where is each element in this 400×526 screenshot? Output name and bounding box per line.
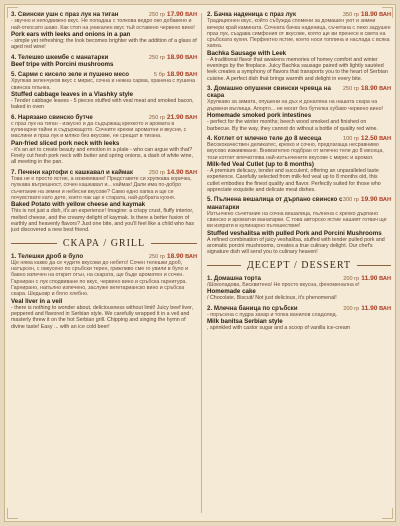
menu-item-title: 1. Телешки дроб в було <box>11 252 84 260</box>
menu-item-title: 3. Домашно опушени свински чревца на скара <box>207 85 331 100</box>
menu-item-english-description: - A traditional flavor that awakens memories of homey comfort and winter evenings by the fireplace. Juicy Bachka sausage paired with lightly sautéed leek creates a symphony of flavors that transports you to the heart of Serbian cuisine. A perfect dish that brings warmth and delight in every bite. <box>207 56 388 82</box>
section-rule <box>151 243 197 244</box>
section-rule <box>11 243 57 244</box>
menu-item-description: /Шоколадова, Бисквитено/ Не просто вкусна, феноменална е! <box>207 281 360 288</box>
menu-item <box>207 85 391 132</box>
menu-item-title: 6. Нарязано свинско бутче <box>11 113 93 121</box>
menu-item-english-title: Pan-fried sliced pork neck with leeks <box>11 139 120 147</box>
menu-item-english-description: - it's an art to create beauty and emotion in a plate - who can argue with that? Finely cut fresh pork neck with butter and spring onions, a dash of white wine, all meeting in the pan. <box>11 146 193 166</box>
menu-item <box>207 305 391 332</box>
menu-item-price-value: 18.90 <box>166 53 184 61</box>
menu-item-heading <box>11 11 197 18</box>
menu-item <box>207 135 391 193</box>
menu-item-price <box>149 11 197 18</box>
menu-item-description: Изтънчено съчетание на сочна вешалица, пълнена с крехко дърпано свинско и ароматни манатарки. С това авторско ястие нашият готвач ще ви изпрати в кулинарно пътешествие! <box>207 210 387 230</box>
menu-item-description: Традиционен вкус, който събужда спомени за домашен уют и зимни вечери край камината. Сочната бачка наденица, съчетана с леко задушен праз лук, създава симфония от вкусове, която ще ви пренесе в света на сръбската кухня. Перфектно ястие, което носи топлина и наслада с всяка хапка. <box>207 18 391 50</box>
menu-item-price <box>343 305 391 312</box>
menu-item-price <box>343 11 391 18</box>
menu-item-english-title: Pork ears with leeks and onions in a pan <box>11 30 131 38</box>
menu-item-price-value: 14.90 <box>166 168 184 176</box>
menu-item-price <box>343 275 391 282</box>
menu-item-heading <box>11 54 197 61</box>
section-header-dessert <box>207 260 391 271</box>
menu-item-price-value: 18.90 <box>166 71 184 78</box>
menu-item-currency: ВАН <box>185 12 197 18</box>
menu-item-weight: 250 гр <box>342 86 359 93</box>
column-divider <box>201 13 202 513</box>
menu-item-english-description: - simple yet refreshing; the look becomes brighter with the addition of a glass of aged red wine! <box>11 38 197 51</box>
menu-item-currency: ВАН <box>185 54 197 61</box>
menu-item-title: 5. Пълнена вешалица от дърпано свинско с манатарки <box>207 196 343 211</box>
menu-item-english-title: Veal liver in a veil <box>11 297 63 305</box>
menu-item-heading <box>11 71 197 78</box>
menu-item-price-value: 17.90 <box>166 11 184 18</box>
menu-item-heading <box>207 305 391 312</box>
menu-item-english-title: Milk banitsa Serbian style <box>207 318 283 326</box>
menu-item-price <box>343 196 391 203</box>
menu-item-weight: 350 гр <box>342 12 359 18</box>
menu-item-price <box>149 253 197 260</box>
menu-item-english-description: - perfect for the winter months; beech wood smoked and finished on barbecue. By the way, they cannot do without a bottle of quality red wine. <box>207 119 378 132</box>
menu-item-english-description: / Chocolate, Biscuit/ Not just delicious, it's phenomenal! <box>207 295 337 302</box>
menu-item <box>11 11 197 51</box>
menu-item-currency: ВАН <box>379 135 391 142</box>
menu-page <box>4 4 396 522</box>
menu-item <box>11 253 197 330</box>
menu-item-english-description: , sprinkled with castor sugar and a scoop of vanilla ice-cream <box>207 325 351 332</box>
section-title: СКАРА / GRILL <box>62 237 146 249</box>
menu-item-english-title: Milk-fed Veal Cutlet (up to 8 months) <box>207 160 314 168</box>
menu-item-currency: ВАН <box>185 253 197 260</box>
right-column <box>207 11 391 517</box>
menu-item-title: 2. Бачка наденица с праз лук <box>207 11 296 18</box>
menu-item-weight: 200 гр <box>343 275 360 282</box>
menu-item-weight: 250 гр <box>148 54 165 61</box>
menu-item-price <box>149 54 197 61</box>
menu-item-title: 2. Млечна баница по сръбски <box>207 304 298 312</box>
menu-item-weight: 250 гр <box>148 253 165 260</box>
menu-item-price-value: 18.90 <box>166 252 184 260</box>
menu-item-english-description: - A premium delicacy, tender and succulent, offering an unparalleled taste experience. Carefully selected from milk-fed veal up to 8 months old, this cutlet embodies the finest quality and flavor. Perfectly suited for those who appreciate exquisite and delicate meat dishes. <box>207 168 381 194</box>
menu-item-weight: 300 гр <box>342 197 359 204</box>
menu-item-currency: ВАН <box>185 114 197 121</box>
menu-item-title: 5. Сарми с кисело зеле и пушено месо <box>11 71 130 78</box>
menu-item <box>11 114 197 166</box>
menu-item-english-description: - Tender cabbage leaves - 5 pieces stuffed with veal meat and smoked bacon, baked in oven <box>11 98 194 111</box>
menu-item-currency: ВАН <box>185 169 197 176</box>
section-rule <box>207 265 241 266</box>
menu-item-description: Ще няма какво да се чудите вкусови до небето! Сочен телешки дроб, натърсен, с овкусено по сръбски терен, грижливо сме го увили в було и бавно изпечен на открит огън, на скарата, ще бъде ароматен и сочен. Гарниран с лук сподвиване по вкус, червено вино и сръбска гарнитура. Гарнирано, напълно изпечено, заслуже вегетарианско вино и сръбска скара. Шедьовр и бяло хлебно. <box>11 259 189 298</box>
menu-item-price-value: 21.90 <box>166 113 184 121</box>
menu-item-description: Хрупкав зеленчуков вкус с мирис, сочна и нежна сарма, хранена с пушена свинска плънка. <box>11 78 196 91</box>
menu-item-price-value: 18.90 <box>360 11 378 18</box>
menu-item-description: Хрупкаво за зимата, опушени на дъх и доналяна на нашата скара на дървени въглища. Апорто... не могат без бутилка хубаво червено вино! <box>207 99 383 112</box>
menu-item-description: Висококачествен деликатес, крехко и сочно, предлагаща несравнимо вкусово изживяване. Внимателно подбран от млечно теле до 8 месеца, този котлет впечатлява най-изтънчените вкусове с мирис и аромат. <box>207 142 384 161</box>
menu-item-price-value: 18.90 <box>360 85 378 93</box>
menu-item <box>207 196 391 255</box>
menu-item <box>207 11 391 82</box>
menu-item-price-value: 11.90 <box>361 274 378 282</box>
menu-item-weight: 100 гр <box>342 135 359 142</box>
menu-item-price <box>343 135 391 142</box>
menu-item <box>11 54 197 68</box>
menu-item-heading <box>11 253 197 260</box>
menu-item-english-title: Stuffed cabbage leaves in a Vlashky style <box>11 90 134 98</box>
section-header-grill <box>11 238 197 249</box>
menu-item-heading <box>11 169 197 176</box>
menu-items-top <box>11 11 197 234</box>
menu-items-top <box>207 11 391 256</box>
menu-item <box>11 169 197 234</box>
menu-item-title: 7. Печени картофи с кашкавал и каймак <box>11 168 133 176</box>
section-title: ДЕСЕРТ / DESSERT <box>246 259 352 271</box>
menu-item-english-title: Homemade smoked pork intestines <box>207 112 312 120</box>
section-rule <box>357 265 391 266</box>
menu-item-price-value: 12.50 <box>360 134 378 142</box>
menu-item-price-value: 11.90 <box>361 304 378 312</box>
menu-item-description: - поръсена с пудра захар и топка ванилов сладолед. <box>207 311 338 318</box>
menu-item-description: - звучно и неподвижно вкус. Не попадаш с толкова ведро око добавено и най-откосато шаво. Как стоп на уникален вкус тъй оставено червено вино! <box>11 18 195 31</box>
menu-item-weight: 200 гр <box>343 305 360 312</box>
menu-item-english-title: Homemade cake <box>207 288 256 296</box>
menu-items-grill <box>11 253 197 330</box>
menu-item-currency: ВАН <box>379 275 391 282</box>
menu-item-title: 4. Телешко шкембе с манатарки <box>11 53 109 61</box>
menu-item-english-title: Bachka Sausage with Leek <box>207 49 287 57</box>
menu-item-heading <box>207 275 391 282</box>
menu-item-heading <box>207 85 391 99</box>
menu-item-description: с праз лук на тиган - изкусно и да съдържащ крехкото и аромата в кулинарни тайни и съдържащото. Сочните крехки ароматни и вкусни, с маслини и праз лук и мляко без вкусове, не срещат в тигана. <box>11 120 187 140</box>
menu-item-weight: 250 гр <box>148 169 165 176</box>
menu-item-english-title: Stuffed veshalitsa with pulled Pork and Porcini Mushrooms <box>207 229 382 237</box>
menu-item-english-title: Beef tripe with Porcini mushrooms <box>11 60 114 68</box>
menu-item-english-description: This is not just a dish, it's an experience! Imagine: a crispy crust, fluffy interior, melted cheese, and the creamy delight of kaymak. Is there a better fusion of earthly and heavenly flavors? Just one bite, and you'll feel like a child who has just discovered a new best friend. <box>11 208 194 234</box>
left-column <box>11 11 197 517</box>
menu-item-price <box>154 71 197 78</box>
menu-item <box>207 275 391 302</box>
menu-item-currency: ВАН <box>185 72 197 78</box>
menu-item <box>11 71 197 111</box>
menu-item-currency: ВАН <box>379 197 391 204</box>
menu-item-currency: ВАН <box>379 86 391 93</box>
menu-item-price <box>149 169 197 176</box>
menu-item-title: 4. Котлет от млечно теле до 8 месеца <box>207 134 322 142</box>
menu-item-heading <box>207 196 391 210</box>
menu-item-title: 3. Свински ушн с праз лук на тиган <box>11 11 119 18</box>
menu-item-title: 1. Домашна торта <box>207 274 261 282</box>
menu-item-english-description: - there is nothing to wonder about, deliciousness without limit! Juicy beef liver, peppered and flavored in Serbian style. We carefully wrapped it in a veil and masterly threw it on the hot Serbian grill. Chipping and singing the hymn of divine taste! Easy ... with an ice cold beer! <box>11 304 193 330</box>
menu-item-description: Това не е просто ястие, а изживяване! Представете си хрупкава коричка, пухкава вътрешност, сочен кашкавал и... каймак! Дали има по-добро съчетание на земни и небесни вкусове? Само едно хапка и ще се почувствате като дете, което пак ще е старата, най-добрата кухня. <box>11 175 192 201</box>
menu-item-currency: ВАН <box>379 305 391 312</box>
menu-items-dessert <box>207 275 391 332</box>
menu-item-currency: ВАН <box>379 12 391 18</box>
menu-item-price-value: 19.90 <box>360 196 378 204</box>
menu-item-price <box>149 114 197 121</box>
menu-item-weight: 5 бр <box>153 72 165 78</box>
menu-item-price <box>343 85 391 92</box>
menu-item-weight: 250 гр <box>148 12 165 18</box>
menu-item-weight: 250 гр <box>148 114 165 121</box>
menu-item-english-description: A refined combination of juicy veshalitsa, stuffed with tender pulled pork and aromatic porcini mushrooms, creates a true culinary delight. Our chef's signature dish will send you to culinary heaven! <box>207 236 385 256</box>
menu-item-heading <box>207 135 391 142</box>
menu-item-english-title: Baked Potato with yellow cheese and kaymak <box>11 201 146 209</box>
menu-item-heading <box>11 114 197 121</box>
